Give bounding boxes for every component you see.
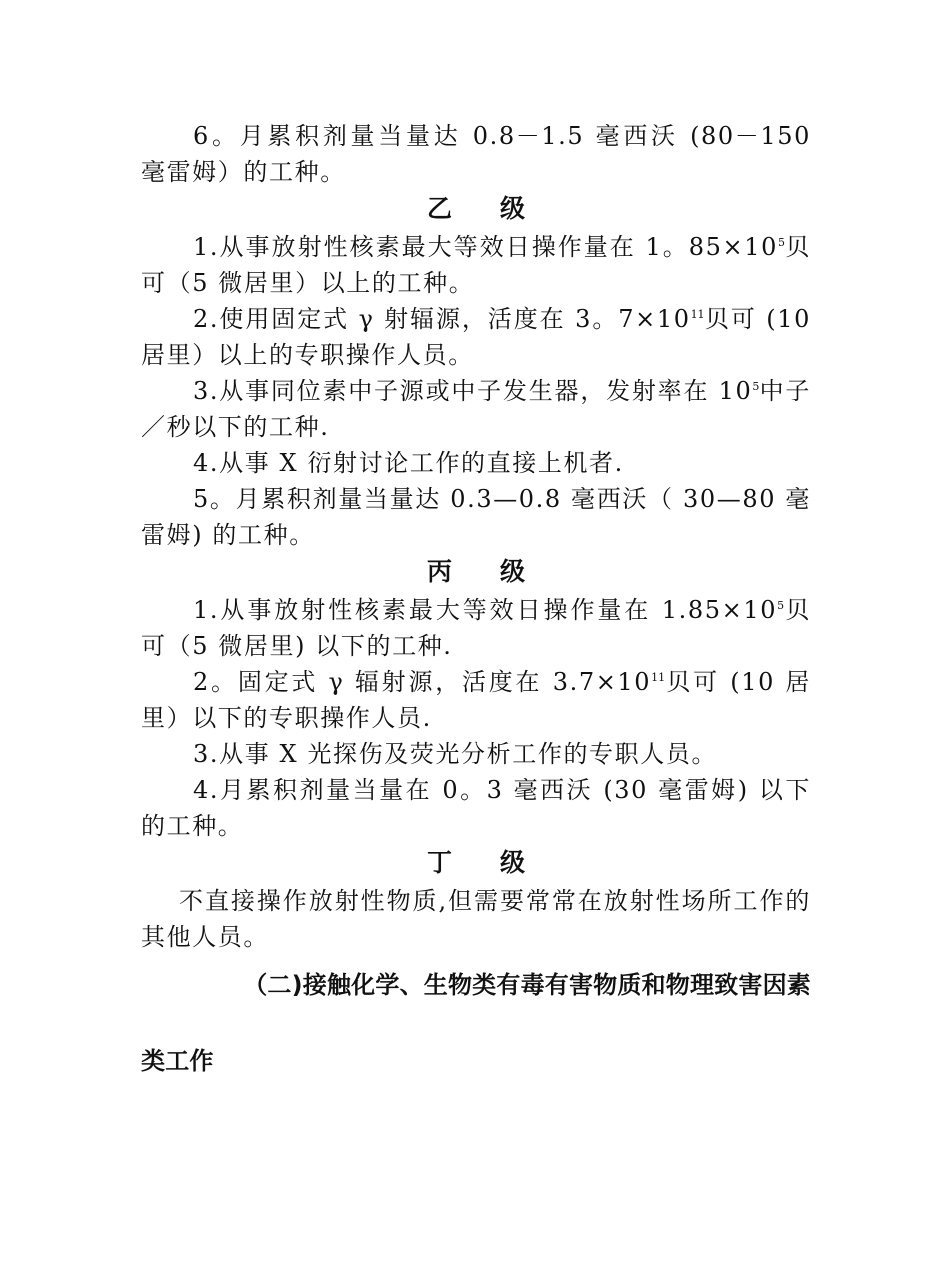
heading-yi-grade [141, 191, 811, 227]
yi-item-2-text-b: 贝可 (10 居里）以上的专职操作人员。 [141, 305, 811, 369]
heading-yi-char: 乙 [426, 194, 452, 223]
yi-item-2-text-a: 2.使用固定式 γ 射辐源，活度在 3。7×10 [193, 305, 691, 333]
section-2-title-line-1: （二)接触化学、生物类有毒有害物质和物理致害因素 [243, 971, 811, 999]
paragraph-bing-item-4: 4.月累积剂量当量在 0。3 毫西沃 (30 毫雷姆) 以下的工种。 [141, 776, 811, 840]
document-page [141, 118, 811, 1079]
paragraph-yi-item-5: 5。月累积剂量当量达 0.3—0.8 毫西沃（ 30—80 毫雷姆) 的工种。 [141, 485, 811, 549]
bing-item-2-text-b: 贝可 (10 居里）以下的专职操作人员. [141, 668, 811, 732]
heading-bing-grade [141, 554, 811, 590]
bing-item-1-exponent: 5 [777, 599, 785, 612]
heading-yi-level: 级 [500, 194, 526, 223]
bing-item-1-text-a: 1.从事放射性核素最大等效日操作量在 1.85×10 [193, 596, 778, 624]
yi-item-3-text-a: 3.从事同位素中子源或中子发生器，发射率在 10 [193, 377, 753, 405]
bing-item-1-text-b: 贝可（5 微居里) 以下的工种. [141, 596, 811, 660]
paragraph-jia-item-6: 6。月累积剂量当量达 0.8－1.5 毫西沃 (80－150 毫雷姆）的工种。 [141, 122, 811, 186]
paragraph-yi-item-3 [141, 373, 811, 445]
section-2-title-line-2: 类工作 [141, 1047, 214, 1075]
bing-item-2-text-a: 2。固定式 γ 辐射源，活度在 3.7×10 [193, 668, 652, 696]
paragraph-bing-item-3: 3.从事 X 光探伤及荧光分析工作的专职人员。 [193, 740, 718, 768]
paragraph-bing-item-2 [141, 664, 811, 736]
bing-item-2-exponent: 11 [651, 671, 666, 684]
paragraph-ding-text: 不直接操作放射性物质,但需要常常在放射性场所工作的其他人员。 [141, 887, 811, 951]
yi-item-1-text-a: 1.从事放射性核素最大等效日操作量在 1。85×10 [193, 233, 778, 261]
paragraph-bing-item-1 [141, 592, 811, 664]
heading-ding-grade [141, 845, 811, 881]
paragraph-yi-item-2 [141, 301, 811, 373]
heading-bing-char: 丙 [426, 557, 452, 586]
heading-ding-char: 丁 [426, 848, 452, 877]
heading-ding-level: 级 [500, 848, 526, 877]
yi-item-1-exponent: 5 [777, 236, 785, 249]
paragraph-yi-item-1 [141, 229, 811, 301]
yi-item-2-exponent: 11 [690, 308, 705, 321]
heading-bing-level: 级 [500, 557, 526, 586]
yi-item-3-text-b: 中子／秒以下的工种. [141, 377, 811, 441]
yi-item-1-text-b: 贝可（5 微居里）以上的工种。 [141, 233, 811, 297]
yi-item-3-exponent: 5 [752, 380, 760, 393]
paragraph-yi-item-4: 4.从事 X 衍射讨论工作的直接上机者. [193, 449, 624, 477]
